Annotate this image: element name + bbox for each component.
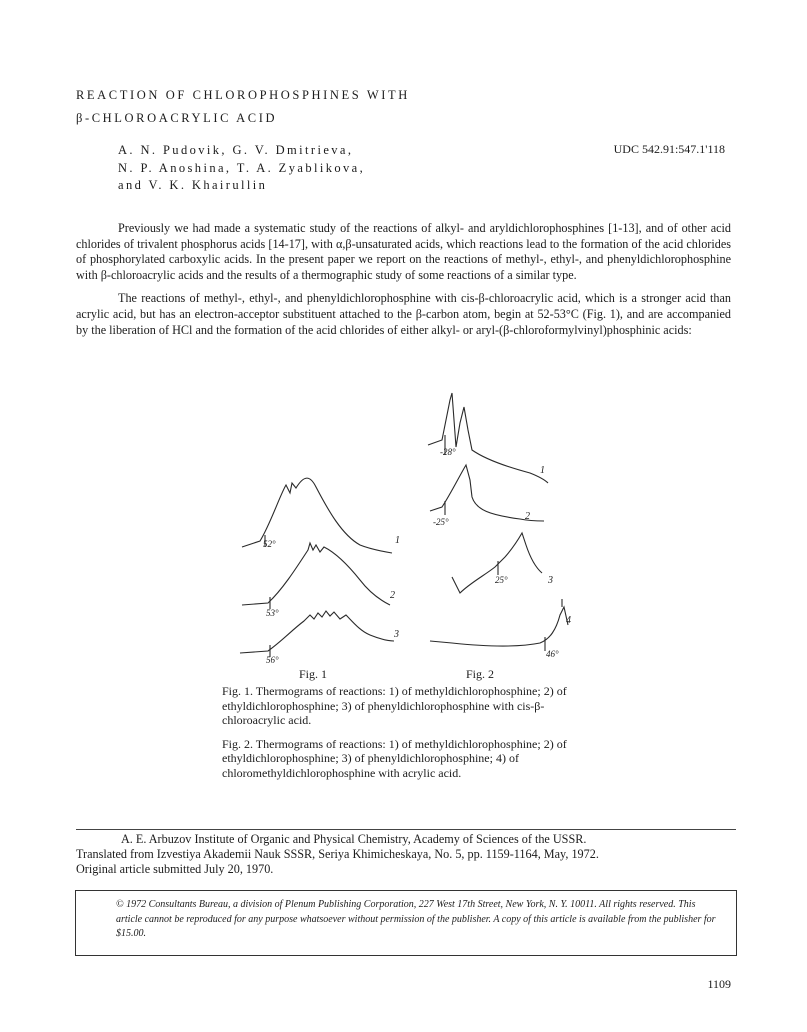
fig2-curve-label: 4 <box>566 615 571 626</box>
fig2-temp-label: -25° <box>433 517 449 527</box>
fig1-curve-label: 3 <box>394 629 399 640</box>
fig1-curve-label: 2 <box>390 590 395 601</box>
fig1-curve-3 <box>240 611 394 653</box>
fig2-temp-label: 46° <box>546 649 559 659</box>
fig2-temp-label: 25° <box>495 575 508 585</box>
author-line: and V. K. Khairullin <box>118 178 268 192</box>
thermogram-figure <box>220 385 600 685</box>
fig1-curve-label: 1 <box>395 535 400 546</box>
figures-area <box>220 385 600 685</box>
page-number: 1109 <box>707 977 731 991</box>
fig2-curve-4 <box>430 607 568 646</box>
fig1-curve-2 <box>242 543 390 605</box>
footer-divider <box>76 829 736 830</box>
fig2-curve-1 <box>428 393 548 483</box>
fig2-label: Fig. 2 <box>466 667 495 681</box>
paragraph: The reactions of methyl-, ethyl-, and phenyldichlorophosphine with cis-β-chloroacrylic acid, which is a stronger acid than acrylic acid, but has an electron-acceptor substituent attached to the β-carbon atom, begin at 52-53°C (Fig. 1), and are accompanied by the liberation of HCl and the formation of the acid chlorides of either alkyl- or aryl-(β-chloroformylvinyl)phosphinic acids: <box>76 291 731 337</box>
fig1-caption: Fig. 1. Thermograms of reactions: 1) of methyldichlorophosphine; 2) of ethyldichlorophosphine; 3) of phenyldichlorophosphine with cis-β-chloroacrylic acid. <box>222 684 567 728</box>
author-list <box>118 142 365 195</box>
fig1-label: Fig. 1 <box>299 667 328 681</box>
body-text <box>76 221 731 346</box>
fig2-curve-label: 1 <box>540 465 545 476</box>
author-line: N. P. Anoshina, T. A. Zyablikova, <box>118 160 366 175</box>
author-line: A. N. Pudovik, G. V. Dmitrieva, <box>118 143 354 157</box>
translation-source: Translated from Izvestiya Akademii Nauk SSSR, Seriya Khimicheskaya, No. 5, pp. 1159-1164, May, 1972. <box>76 847 599 862</box>
fig1-temp-label: 53° <box>266 608 279 618</box>
affiliation <box>76 832 740 878</box>
copyright-box <box>75 890 737 956</box>
figure-captions <box>222 684 594 790</box>
fig2-curve-label: 3 <box>548 575 553 586</box>
article-title-line1: REACTION OF CHLOROPHOSPHINES WITH <box>76 88 410 102</box>
fig2-temp-label: -28° <box>440 447 456 457</box>
fig2-caption: Fig. 2. Thermograms of reactions: 1) of methyldichlorophosphine; 2) of ethyldichlorophosphine; 3) of phenyldichlorophosphine; 4) of chloromethyldichlorophosphine with acrylic acid. <box>222 736 567 780</box>
udc-code: UDC 542.91:547.1'118 <box>613 142 725 156</box>
fig1-temp-label: 52° <box>263 539 276 549</box>
affiliation-line: A. E. Arbuzov Institute of Organic and Physical Chemistry, Academy of Sciences of the USSR. <box>121 832 587 846</box>
paragraph: Previously we had made a systematic study of the reactions of alkyl- and aryldichlorophosphines [1-13], and of other acid chlorides of trivalent phosphorus acids [14-17], with α,β-unsaturated acids, which reactions lead to the formation of the acid chlorides of phosphorylated carboxylic acids. In the present paper we report on the reactions of methyl-, ethyl-, and phenyldichlorophosphine with β-chloroacrylic acids and the results of a thermographic study of some reactions of a similar type. <box>76 221 731 282</box>
fig1-temp-label: 56° <box>266 655 279 665</box>
fig2-curve-label: 2 <box>525 511 530 522</box>
submission-date: Original article submitted July 20, 1970. <box>76 862 274 877</box>
copyright-text: © 1972 Consultants Bureau, a division of Plenum Publishing Corporation, 227 West 17th Street, New York, N. Y. 10011. All rights reserved. This article cannot be reproduced for any purpose whatsoever without permission of the publisher. A copy of this article is available from the publisher for $15.00. <box>116 899 716 939</box>
article-title-line2: β-CHLOROACRYLIC ACID <box>76 111 278 125</box>
